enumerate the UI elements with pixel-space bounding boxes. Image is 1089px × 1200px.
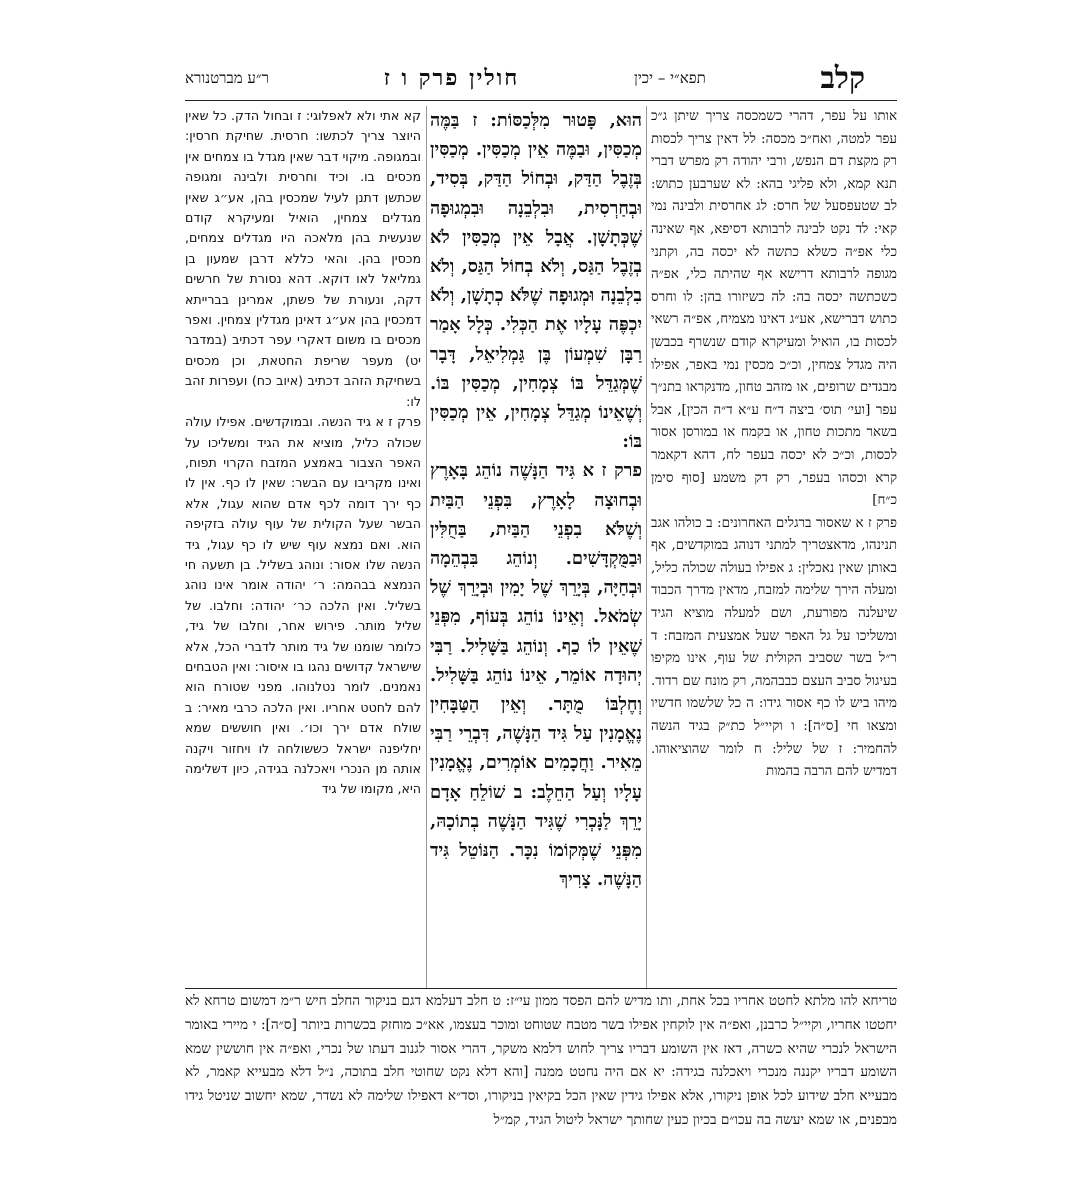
mishna-column [430, 106, 642, 988]
bottom-notes [185, 990, 897, 1140]
footer-rule [185, 988, 897, 989]
page-number: קלב [820, 60, 865, 96]
commentary-text: אותו על עפר, דהרי כשמכסה צריך שיתן ג״כ עפר למטה, ואח״כ מכסה: לל דאין צריך לכסות רק מקצת דם הנפש, ורבי יהודה רק מפרש דברי תנא קמא, ולא פליגי בהא: לא שערבען כתוש: לב שטעפסעל של חרס: לג אחרסית ולבינה נמי קאי: לד נקט לבינה לרבותא דסיפא, אף שאינה כלי אפ״ה כשלא כתשה לא יכסה בה, וקתני מגופה לרבותא דרישא אף שהיתה כלי, אפ״ה כשכתשה יכסה בה: לה כשיזורו בהן: לו וחרס כתוש דברישא, אע״ג דאינו מצמיח, אפ״ה רשאי לכסות בו, הואיל ומעיקרא קודם שנשרף בכבשן היה מגדל צמחין, וכ״כ מכסין נמי באפר, אפילו מבגדים שרופים, או מזהב טחון, מדנקראו בתנ״ך עפר [ועי׳ תוס׳ ביצה ד״ח ע״א ד״ה הכין], אבל בשאר מתכות טחון, או בקמח או במורסן אסור לכסות, וכ״כ לא יכסה בעפר לח, דהא דקאמר קרא וכסהו בעפר, רק דק משמע [סוף סימן כ״ח] [651, 109, 897, 509]
bartenura-column [185, 106, 421, 988]
footnotes-text: טריחא להו מלתא לחטט אחריו בכל אחת, ותו מדיש להם הפסד ממון עי״ז: ט חלב דעלמא דגם בניקור החלב חיש ר״מ דמשום טרחא לא יחטטו אחריו, וקיי״ל כרבנן, ואפ״ה אין לוקחין אפילו בשר מטבח שטוחט ומוכר בעצמו, אא״כ מוחזק בכשרות ביותר [ס״ה]: י מיירי באומר הישראל לנכרי שהיא כשרה, דאז אין השומע דבריו צריך לחוש דלמא משקר, דהרי אסור לגנוב דעתו של נכרי, ואפ״ה אין חוששין שמא השומע דבריו יקננה מנכרי ויאכלנה בגידה: יא אם היה נחטט ממנה [והא דלא נקט שחוטי חלב בתוכה, נ״ל דלא מבעייא קאמר, לא מבעייא חלב שידוע לכל אופן ניקורו, אלא אפילו גידין שאין הכל בקיאין בניקורו, וסד״א דאפילו שלימה לא נשדר, שמא יחשוב שניטל גידו מבפנים, או שמא יעשה בה עכו״ם בכיון כעין שחותך ישראל ליטול הגיד, קמ״ל [185, 993, 897, 1128]
bartenura-text: קא אתי ולא לאפלוגי: ז ובחול הדק. כל שאין היוצר צריך לכתשו: חרסית. שחיקת חרסין: ובמגופה. מיקוי דבר שאין מגדל בו צמחים אין מכסים בו. וכיד וחרסית ולבינה ומגופה שכתשן דתנן לעיל שמכסין בהן, אע״ג שאין מגדלים צמחין, הואיל ומעיקרא קודם שנעשית בהן מלאכה היו מגדלים צמחים, מכסין בהן. והאי כללא דרבן שמעון בן גמליאל לאו דוקא. דהא נסורת של חרשים דקה, ונעורת של פשתן, אמרינן בברייתא דמכסין בהן אע״ג דאינן מגדלין צמחין. ואפר מכסים בו משום דאקרי עפר דכתיב (במדבר יט) מעפר שריפת החטאת, וכן מכסים בשחיקת הזהב דכתיב (איוב כח) ועפרות זהב לו: [185, 108, 421, 409]
commentary-title-left: ר״ע מברטנורא [185, 68, 269, 87]
commentary-text-chapter7: פרק ז א שאסור ברגלים האחרונים: ב כולהו אגב תנינהו, מדאצטריך למתני דנוהג במוקדשים, אף באותן שאין נאכלין: ג אפילו בעולה שכולה כליל, ומעלה הירך שלימה למזבח, מדאין מדרך הכבוד שיעלנה מפורעת, ושם למעלה מוציא הגיד ומשליכו על גל האפר שעל אמצעית המזבח: ד ר״ל בשר שסביב הקולית של עוף, אינו מקיפו בעיגול סביב העצם כבבהמה, רק מונח שם רדוד. מיהו ביש לו כף אסור גידו: ה כל שלשמו חדשיו ומצאו חי [ס״ה]: ו וקיי״ל כת״ק בגיד הנשה להחמיר: ז של שליל: ח לומר שהוציאוהו. דמדיש להם הרבה בהמות [651, 515, 897, 780]
bartenura-text-chapter7: פרק ז א גיד הנשה. ובמוקדשים. אפילו עולה שכולה כליל, מוציא את הגיד ומשליכו על האפר הצבור באמצע המזבח הקרוי תפוח, ואינו מקריבו עם הבשר: שאין לו כף. אין לו כף ירך דומה לכף אדם שהוא עגול, אלא הבשר שעל הקולית של עוף עולה בזקיפה הוא. ואם נמצא עוף שיש לו כף עגול, גיד הנשה שלו אסור: ונוהג בשליל. בן תשעה חי הנמצא בבהמה: ר׳ יהודה אומר אינו נוהג בשליל. ואין הלכה כר׳ יהודה: וחלבו. של שליל מותר. פירוש אחר, וחלבו של גיד, כלומר שומנו של גיד מותר לדברי הכל, אלא שישראל קדושים נהגו בו איסור: ואין הטבחים נאמנים. לומר נטלנוהו. מפני שטורח הוא להם לחטט אחריו. ואין הלכה כרבי מאיר: ב שולח אדם ירך וכו׳. ואין חוששים שמא יחליפנה ישראל כששולחה לו ויחזור ויקנה אותה מן הנכרי ויאכלנה בגידה, כיון דשלימה היא, מקומו של גיד [185, 414, 421, 797]
column-divider [646, 106, 647, 988]
header-rule [185, 100, 897, 101]
page-header [185, 58, 865, 98]
tiferet-yisrael-column [651, 106, 897, 988]
mishna-6-7: הוּא, פָּטוּר מִלְּכַסּוֹת: ז בַּמֶּה מְכַסִּין, וּבַמֶּה אֵין מְכַסִּין. מְכַסִּין בְּזֶבֶל הַדַּק, וּבְחוֹל הַדַּק, בְּסִיד, וּבְחַרְסִית, וּבִלְבֵנָה וּבִמְגוּפָה שֶׁכְּתָשָׁן. אֲבָל אֵין מְכַסִּין לֹא בְזֶבֶל הַגַּס, וְלֹא בְחוֹל הַגַּס, וְלֹא בִלְבֵנָה וּמְגוּפָה שֶׁלֹּא כְתָשָׁן, וְלֹא יִכְפֶּה עָלָיו אֶת הַכְּלִי. כְּלָל אָמַר רַבָּן שִׁמְעוֹן בֶּן גַּמְלִיאֵל, דָּבָר שֶׁמְּגַדֵּל בּוֹ צְמָחִין, מְכַסִּין בּוֹ. וְשֶׁאֵינוֹ מְגַדֵּל צְמָחִין, אֵין מְכַסִּין בּוֹ: [430, 110, 642, 453]
column-divider [426, 106, 427, 988]
mishna-7-1: פרק ז א גִּיד הַנָּשֶׁה נוֹהֵג בָּאָרֶץ וּבְחוּצָה לָאָרֶץ, בִּפְנֵי הַבַּיִת וְשֶׁלֹּא בִפְנֵי הַבַּיִת, בַּחֻלִּין וּבַמֻּקְדָּשִׁים. וְנוֹהֵג בִּבְהֵמָה וּבְחַיָּה, בְּיָרֵךְ שֶׁל יָמִין וּבְיָרֵךְ שֶׁל שְׂמֹאל. וְאֵינוֹ נוֹהֵג בְּעוֹף, מִפְּנֵי שֶׁאֵין לוֹ כַף. וְנוֹהֵג בַּשָּׁלִיל. רַבִּי יְהוּדָה אוֹמֵר, אֵינוֹ נוֹהֵג בַּשָּׁלִיל. וְחֶלְבּוֹ מֻתָּר. וְאֵין הַטַּבָּחִין נֶאֱמָנִין עַל גִּיד הַנָּשֶׁה, דִּבְרֵי רַבִּי מֵאִיר. וַחֲכָמִים אוֹמְרִים, נֶאֱמָנִין עָלָיו וְעַל הַחֵלֶב: ב שׁוֹלֵחַ אָדָם יָרֵךְ לַנָּכְרִי שֶׁגִּיד הַנָּשֶׁה בְתוֹכָהּ, מִפְּנֵי שֶׁמְּקוֹמוֹ נִכָּר. הַנּוֹטֵל גִּיד הַנָּשֶׁה. צָרִיךְ [430, 460, 642, 891]
commentary-title-right: תפא״י – יכין [634, 68, 706, 87]
tractate-title: חולין פרק ו ז [383, 65, 520, 91]
